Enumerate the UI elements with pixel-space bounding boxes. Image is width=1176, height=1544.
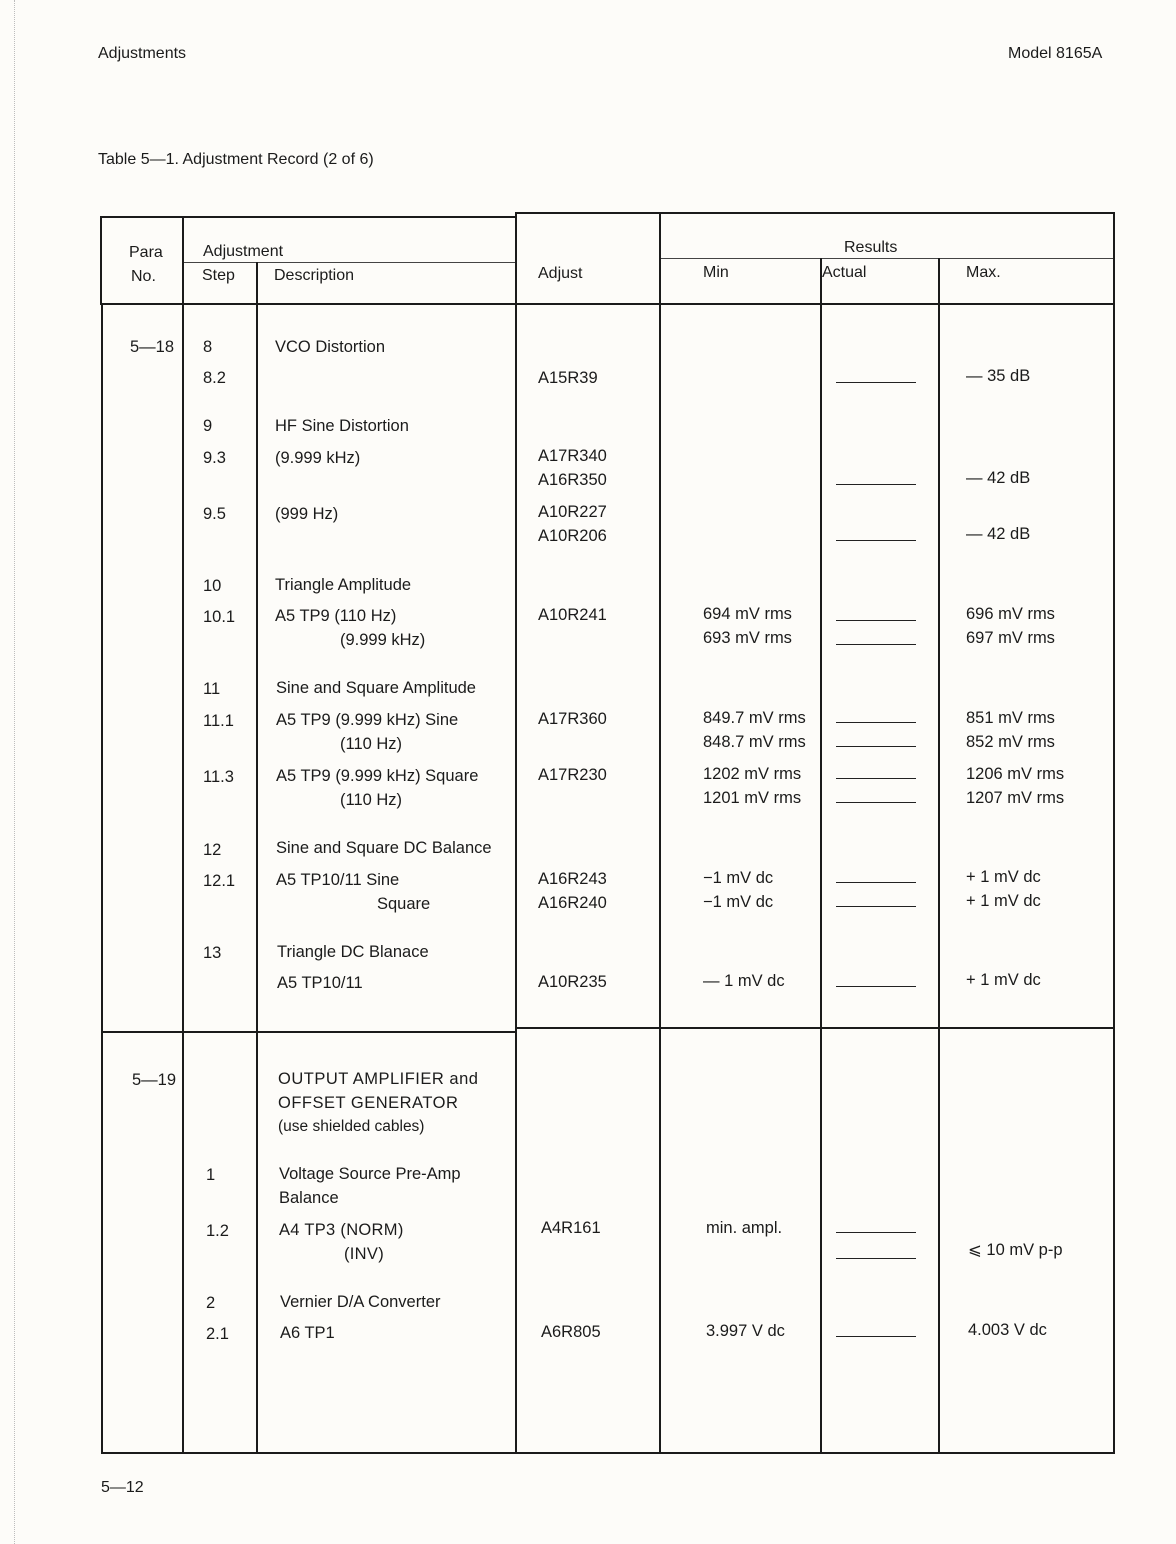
min-cell: −1 mV dc — [703, 893, 774, 911]
description-adjust-divider — [515, 212, 517, 1454]
actual-entry-line — [836, 620, 916, 621]
adjust-cell: A17R340 — [538, 447, 607, 465]
description-cell: OUTPUT AMPLIFIER and — [278, 1070, 479, 1088]
max-cell: — 35 dB — [966, 367, 1031, 385]
actual-entry-line — [836, 986, 916, 987]
description-cell: (9.999 kHz) — [275, 449, 361, 467]
step-cell: 10.1 — [203, 608, 236, 626]
description-cell: A5 TP9 (110 Hz) — [275, 607, 397, 625]
min-cell: 693 mV rms — [703, 629, 792, 647]
description-cell: (9.999 kHz) — [340, 631, 426, 649]
table-caption: Table 5—1. Adjustment Record (2 of 6) — [98, 151, 374, 168]
description-cell: (999 Hz) — [275, 505, 339, 523]
header-para: Para — [129, 244, 163, 261]
adjust-cell: A16R350 — [538, 471, 607, 489]
description-cell: Vernier D/A Converter — [280, 1293, 441, 1311]
description-cell: Voltage Source Pre-Amp — [279, 1165, 461, 1183]
adjust-cell: A6R805 — [541, 1323, 601, 1341]
header-max: Max. — [966, 264, 1001, 281]
max-cell: 851 mV rms — [966, 709, 1055, 727]
actual-max-divider — [938, 258, 940, 1454]
max-cell: + 1 mV dc — [966, 868, 1041, 886]
description-cell: A6 TP1 — [280, 1324, 335, 1342]
min-cell: min. ampl. — [706, 1219, 783, 1237]
section-divider-left — [102, 1031, 516, 1033]
description-cell: Sine and Square DC Balance — [276, 839, 492, 857]
step-cell: 2.1 — [206, 1325, 229, 1343]
adjust-cell: A10R241 — [538, 606, 607, 624]
header-results: Results — [844, 239, 898, 256]
min-cell: — 1 mV dc — [703, 972, 785, 990]
results-subheader-rule — [660, 258, 1114, 259]
description-cell: (INV) — [344, 1245, 384, 1263]
step-cell: 2 — [206, 1294, 216, 1312]
step-cell: 8.2 — [203, 369, 226, 387]
max-cell: + 1 mV dc — [966, 892, 1041, 910]
max-cell: — 42 dB — [966, 469, 1031, 487]
binding-margin-rule — [14, 0, 15, 1544]
header-adjustment: Adjustment — [203, 243, 284, 260]
header-description: Description — [274, 267, 355, 284]
actual-entry-line — [836, 1336, 916, 1337]
actual-entry-line — [836, 540, 916, 541]
actual-entry-line — [836, 778, 916, 779]
table-left-border-header — [100, 216, 102, 304]
description-cell: Sine and Square Amplitude — [276, 679, 476, 697]
header-no: No. — [131, 268, 156, 285]
adjustment-subheader-rule — [184, 262, 515, 263]
actual-entry-line — [836, 644, 916, 645]
description-cell: A5 TP9 (9.999 kHz) Square — [276, 767, 479, 785]
para-step-divider — [182, 216, 184, 1454]
min-cell: 849.7 mV rms — [703, 709, 806, 727]
description-cell: A5 TP10/11 — [277, 974, 363, 992]
description-cell: (110 Hz) — [340, 791, 403, 809]
step-cell: 10 — [203, 577, 222, 595]
adjust-min-divider — [659, 212, 661, 1454]
actual-entry-line — [836, 746, 916, 747]
max-cell: ⩽ 10 mV p-p — [968, 1241, 1063, 1259]
adjust-cell: A10R227 — [538, 503, 607, 521]
table-bottom-border — [102, 1452, 1114, 1454]
adjust-cell: A17R230 — [538, 766, 607, 784]
max-cell: 697 mV rms — [966, 629, 1055, 647]
adjust-cell: A17R360 — [538, 710, 607, 728]
page-number: 5—12 — [101, 1479, 144, 1496]
description-cell: Balance — [279, 1189, 339, 1207]
table-top-border-left — [100, 216, 515, 218]
step-cell: 9.3 — [203, 449, 226, 467]
min-actual-divider — [820, 258, 822, 1454]
header-min: Min — [703, 264, 729, 281]
step-cell: 11 — [203, 680, 221, 698]
step-cell: 11.3 — [203, 768, 234, 786]
step-cell: 12.1 — [203, 872, 236, 890]
step-cell: 12 — [203, 841, 222, 859]
min-cell: 848.7 mV rms — [703, 733, 806, 751]
max-cell: 4.003 V dc — [968, 1321, 1047, 1339]
description-cell: Triangle Amplitude — [275, 576, 412, 594]
header-section-title: Adjustments — [98, 45, 187, 62]
description-cell: (110 Hz) — [340, 735, 403, 753]
adjust-cell: A15R39 — [538, 369, 598, 387]
step-cell: 9 — [203, 417, 213, 435]
actual-entry-line — [836, 382, 916, 383]
table-top-border-right — [515, 212, 1115, 214]
min-cell: −1 mV dc — [703, 869, 774, 887]
actual-entry-line — [836, 1258, 916, 1259]
min-cell: 1202 mV rms — [703, 765, 802, 783]
step-cell: 9.5 — [203, 505, 226, 523]
min-cell: 694 mV rms — [703, 605, 792, 623]
step-cell: 1.2 — [206, 1222, 229, 1240]
max-cell: 1206 mV rms — [966, 765, 1065, 783]
max-cell: 1207 mV rms — [966, 789, 1065, 807]
actual-entry-line — [836, 882, 916, 883]
description-cell: A4 TP3 (NORM) — [279, 1221, 404, 1239]
adjust-cell: A16R240 — [538, 894, 607, 912]
description-cell: A5 TP9 (9.999 kHz) Sine — [276, 711, 459, 729]
step-cell: 8 — [203, 338, 213, 356]
header-model-number: Model 8165A — [1008, 45, 1103, 62]
max-cell: — 42 dB — [966, 525, 1031, 543]
header-actual: Actual — [822, 264, 867, 281]
table-left-border — [101, 303, 103, 1454]
header-step: Step — [202, 267, 235, 284]
step-cell: 1 — [206, 1166, 216, 1184]
max-cell: 852 mV rms — [966, 733, 1055, 751]
min-cell: 1201 mV rms — [703, 789, 802, 807]
para-number: 5—19 — [132, 1071, 177, 1089]
adjust-cell: A10R235 — [538, 973, 607, 991]
header-adjust: Adjust — [538, 265, 583, 282]
description-cell: VCO Distortion — [275, 338, 386, 356]
actual-entry-line — [836, 906, 916, 907]
description-cell: OFFSET GENERATOR — [278, 1094, 459, 1112]
actual-entry-line — [836, 484, 916, 485]
step-cell: 11.1 — [203, 712, 234, 730]
max-cell: 696 mV rms — [966, 605, 1055, 623]
actual-entry-line — [836, 1232, 916, 1233]
actual-entry-line — [836, 802, 916, 803]
description-cell: (use shielded cables) — [278, 1118, 425, 1135]
section-divider-right — [516, 1027, 1114, 1029]
para-number: 5—18 — [130, 338, 175, 356]
max-cell: + 1 mV dc — [966, 971, 1041, 989]
min-cell: 3.997 V dc — [706, 1322, 785, 1340]
adjust-cell: A10R206 — [538, 527, 607, 545]
adjust-cell: A4R161 — [541, 1219, 601, 1237]
description-cell: Square — [377, 895, 431, 913]
description-cell: HF Sine Distortion — [275, 417, 409, 435]
table-right-border — [1113, 212, 1115, 1454]
header-bottom-rule — [100, 303, 1114, 305]
description-cell: A5 TP10/11 Sine — [276, 871, 400, 889]
adjust-cell: A16R243 — [538, 870, 607, 888]
step-cell: 13 — [203, 944, 222, 962]
description-cell: Triangle DC Blanace — [277, 943, 429, 961]
actual-entry-line — [836, 722, 916, 723]
step-description-divider — [256, 262, 258, 1454]
